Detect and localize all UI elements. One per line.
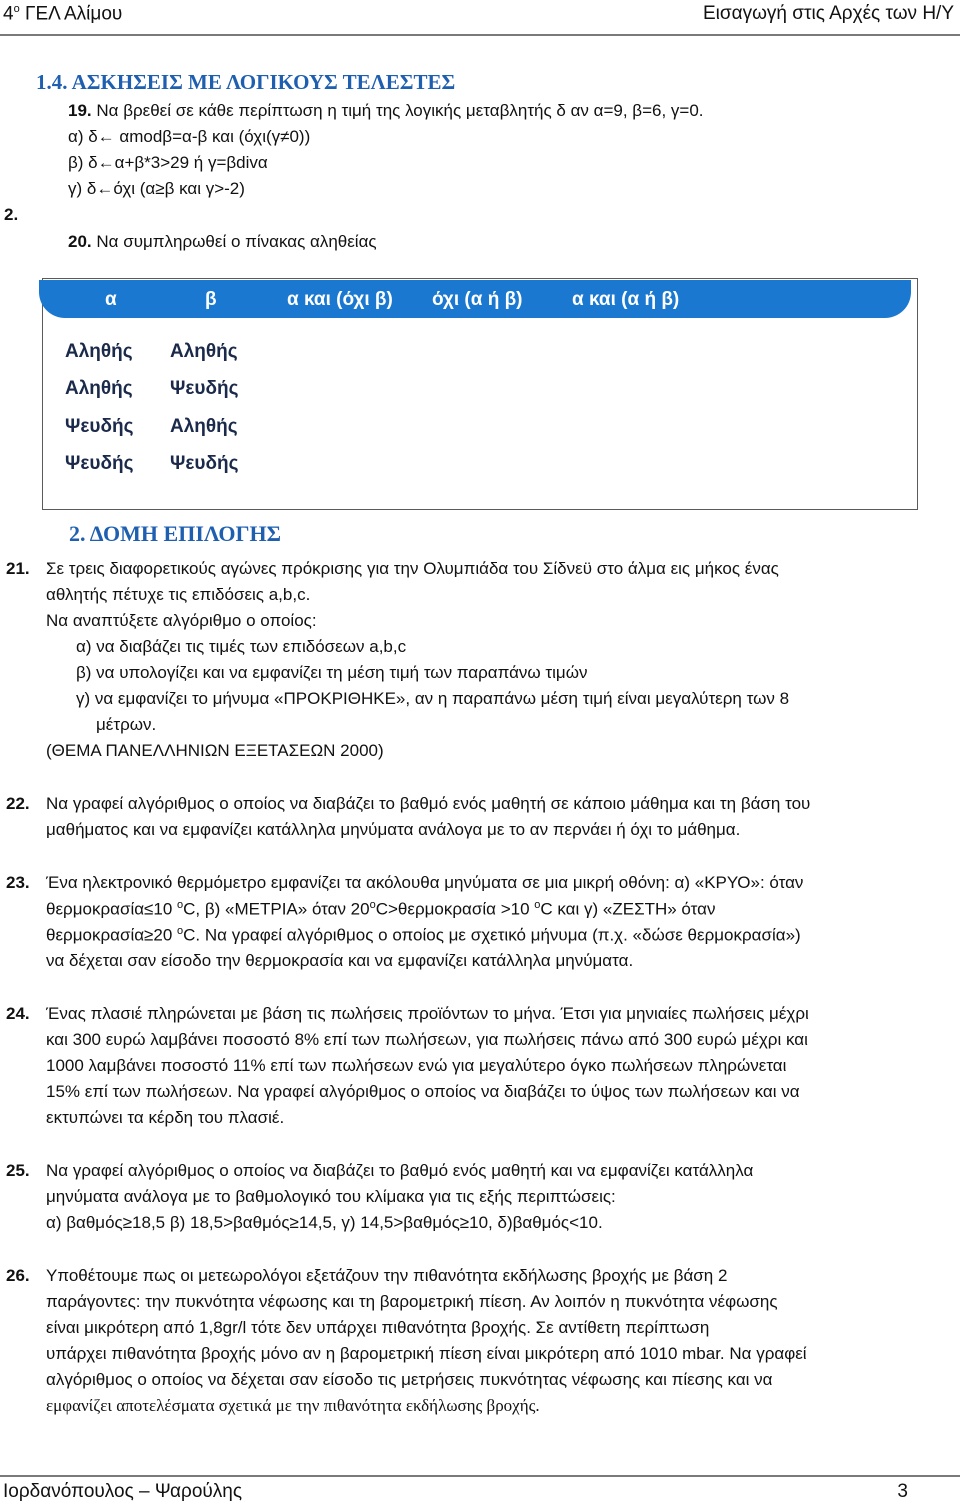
stray-list-number: 2. xyxy=(4,205,19,224)
exercise-19-c: γ) δ←όχι (α≥β και γ>-2) xyxy=(68,179,245,198)
exercise-21-line: αθλητής πέτυχε τις επιδόσεις a,b,c. xyxy=(46,585,311,604)
exercise-21-line: Σε τρεις διαφορετικούς αγώνες πρόκρισης για την Ολυμπιάδα του Σίδνεϋ στο άλμα εις μήκος ένας xyxy=(46,559,779,578)
header-b: β xyxy=(205,289,217,310)
exercise-21-item-c: μέτρων. xyxy=(96,715,157,734)
header-not-a-or-b: όχι (α ή β) xyxy=(432,289,523,310)
table-cell: Αληθής xyxy=(65,378,133,399)
exercise-21-item-b: β) να υπολογίζει και να εμφανίζει τη μέση τιμή των παραπάνω τιμών xyxy=(76,663,588,682)
footer-authors: Ιορδανόπουλος – Ψαρούλης xyxy=(3,1481,242,1502)
exercise-24-line: 1000 λαμβάνει ποσοστό 11% επί των πωλήσεων ενώ για μεγαλύτερο όγκο πωλήσεων πληρώνεται xyxy=(46,1056,787,1075)
exercise-21-item-a: α) να διαβάζει τις τιμές των επιδόσεων a,b,c xyxy=(76,637,407,656)
exercise-22-line: μαθήματος και να εμφανίζει κατάλληλα μηνύματα ανάλογα με το αν περνάει ή όχι το μάθημα. xyxy=(46,820,741,839)
exercise-26-line: Υποθέτουμε πως οι μετεωρολόγοι εξετάζουν την πιθανότητα εκδήλωσης βροχής με βάση 2 xyxy=(46,1266,728,1285)
exercise-20: 20. Να συμπληρωθεί ο πίνακας αληθείας xyxy=(68,232,377,251)
table-cell: Ψευδής xyxy=(170,378,239,399)
exercise-21-source: (ΘΕΜΑ ΠΑΝΕΛΛΗΝΙΩΝ ΕΞΕΤΑΣΕΩΝ 2000) xyxy=(46,741,384,760)
exercise-23-line: θερμοκρασία≥20 $^o$C. Να γραφεί αλγόριθμος ο οποίος με σχετικό μήνυμα (π.χ. «δώσε θερμοκρασία») xyxy=(46,925,801,945)
exercise-26-line: είναι μικρότερη από 1,8gr/l τότε δεν υπάρχει πιθανότητα βροχής. Σε αντίθετη περίπτωση xyxy=(46,1318,710,1337)
exercise-24-line: 15% επί των πωλήσεων. Να γραφεί αλγόριθμος ο οποίος να διαβάζει το ύψος των πωλήσεων και να xyxy=(46,1082,800,1101)
page-header xyxy=(0,0,960,36)
table-cell: Ψευδής xyxy=(65,416,134,437)
exercise-23-line: θερμοκρασία≤10 $^o$C, β) «ΜΕΤΡΙΑ» όταν $20^oC>\theta\varepsilon\rho\mu o\kappa\rho\alpha\sigma ί\alpha >10$ $^o$C και γ) «ΖΕΣΤΗ» όταν xyxy=(46,899,716,919)
exercise-25-line: Να γραφεί αλγόριθμος ο οποίος να διαβάζει το βαθμό ενός μαθητή και να εμφανίζει κατάλληλα xyxy=(46,1161,754,1180)
exercise-25-line: μηνύματα ανάλογα με το βαθμολογικό του κλίμακα για τις εξής περιπτώσεις: xyxy=(46,1187,616,1206)
truth-table-header xyxy=(39,280,911,318)
exercise-19: 19. Να βρεθεί σε κάθε περίπτωση η τιμή της λογικής μεταβλητής δ αν α=9, β=6, γ=0. xyxy=(68,101,704,120)
table-cell: Αληθής xyxy=(170,416,238,437)
table-cell: Ψευδής xyxy=(65,453,134,474)
exercise-23-line: Ένα ηλεκτρονικό θερμόμετρο εμφανίζει τα ακόλουθα μηνύματα σε μια μικρή οθόνη: α) «ΚΡΥΟ»: όταν xyxy=(46,873,804,892)
exercise-22-line: Να γραφεί αλγόριθμος ο οποίος να διαβάζει το βαθμό ενός μαθητή σε κάποιο μάθημα και τη βάση του xyxy=(46,794,811,813)
table-cell: Αληθής xyxy=(170,341,238,362)
exercise-number: 22. xyxy=(6,794,30,813)
exercise-19-b: β) δ←α+β*3>29 ή γ=βdivα xyxy=(68,153,268,172)
header-a-and-a-or-b: α και (α ή β) xyxy=(572,289,680,310)
school-name: $4^o$ ΓΕΛ Αλίμου xyxy=(3,3,123,25)
exercise-number: 24. xyxy=(6,1004,30,1023)
table-cell: Αληθής xyxy=(65,341,133,362)
exercise-21-item-c: γ) να εμφανίζει το μήνυμα «ΠΡΟΚΡΙΘΗΚΕ», αν η παραπάνω μέση τιμή είναι μεγαλύτερη των 8 xyxy=(76,689,790,708)
table-cell: Ψευδής xyxy=(170,453,239,474)
course-title: Εισαγωγή στις Αρχές των Η/Υ xyxy=(702,3,954,24)
exercise-number: 23. xyxy=(6,873,30,892)
exercise-24-line: εκτυπώνει τα κέρδη του πλασιέ. xyxy=(46,1108,285,1127)
exercise-number: 26. xyxy=(6,1266,30,1285)
header-a: α xyxy=(105,289,117,310)
truth-table xyxy=(42,278,918,510)
exercise-24-line: και 300 ευρώ λαμβάνει ποσοστό 8% επί των πωλήσεων, για πωλήσεις πάνω από 300 ευρώ μέχρι και xyxy=(46,1030,808,1049)
page-footer xyxy=(0,1475,960,1502)
exercise-26-line: εμφανίζει αποτελέσματα σχετικά με την πιθανότητα εκδήλωσης βροχής. xyxy=(46,1396,540,1415)
exercise-24-line: Ένας πλασιέ πληρώνεται με βάση τις πωλήσεις προϊόντων το μήνα. Έτσι για μηνιαίες πωλήσεις μέχρι xyxy=(46,1004,809,1023)
exercise-26-line: υπάρχει πιθανότητα βροχής μόνο αν η βαρομετρική πίεση είναι μικρότερη από 1010 mbar. Να γραφεί xyxy=(46,1344,807,1363)
header-a-and-not-b: α και (όχι β) xyxy=(287,289,393,310)
section-2-title: 2. ΔΟΜΗ ΕΠΙΛΟΓΗΣ xyxy=(69,521,281,546)
exercise-25-line: α) βαθμός≥18,5 β) 18,5>βαθμός≥14,5, γ) 14,5>βαθμός≥10, δ)βαθμός<10. xyxy=(46,1213,603,1232)
exercise-number: 25. xyxy=(6,1161,30,1180)
exercise-21-line: Να αναπτύξετε αλγόριθμο ο οποίος: xyxy=(46,611,317,630)
exercise-19-a: α) δ← αmodβ=α-β και (όχι(γ≠0)) xyxy=(68,127,311,146)
exercise-23-line: να δέχεται σαν είσοδο την θερμοκρασία και να εμφανίζει κατάλληλα μηνύματα. xyxy=(46,951,634,970)
exercise-number: 21. xyxy=(6,559,30,578)
section-1-4-title: 1.4. ΑΣΚΗΣΕΙΣ ΜΕ ΛΟΓΙΚΟΥΣ ΤΕΛΕΣΤΕΣ xyxy=(36,70,456,94)
page-number: 3 xyxy=(897,1481,908,1502)
exercise-26-line: παράγοντες: την πυκνότητα νέφωσης και τη βαρομετρική πίεση. Αν λοιπόν η πυκνότητα νέφωσης xyxy=(46,1292,778,1311)
exercise-26-line: αλγόριθμος ο οποίος να δέχεται σαν είσοδο τις μετρήσεις πυκνότητας νέφωσης και πίεσης και να xyxy=(46,1370,773,1389)
